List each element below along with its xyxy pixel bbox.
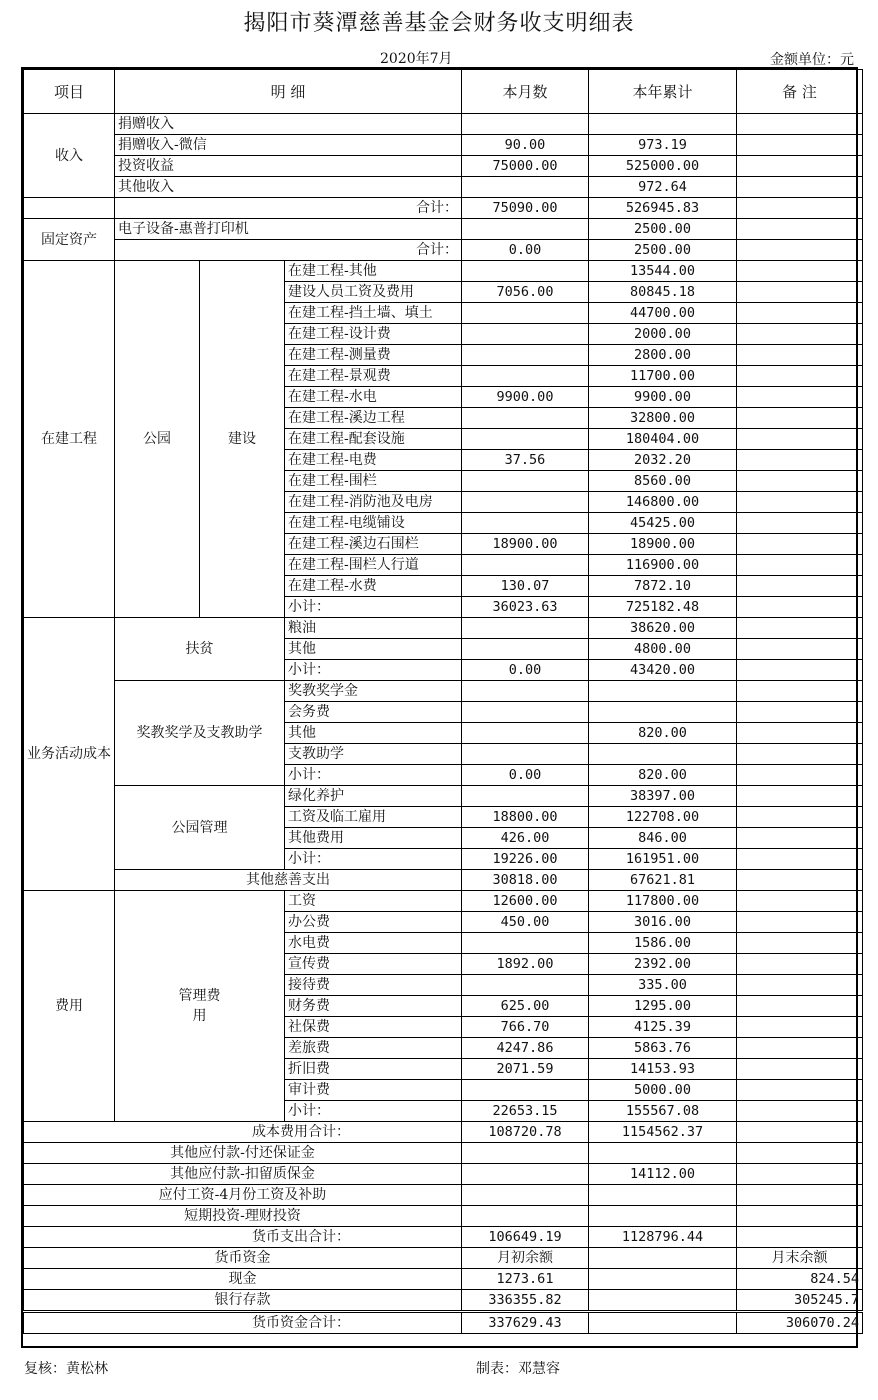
month-amount: 450.00 — [462, 912, 589, 933]
month-amount — [462, 429, 589, 450]
year-amount: 8560.00 — [589, 471, 737, 492]
note-cell — [737, 954, 863, 975]
year-amount: 2800.00 — [589, 345, 737, 366]
month-amount — [462, 324, 589, 345]
item-name: 在建工程-水费 — [285, 576, 462, 597]
year-amount — [589, 681, 737, 702]
blank-cell — [589, 1312, 737, 1334]
table-row — [24, 1206, 863, 1227]
table-row — [24, 156, 863, 177]
year-amount: 180404.00 — [589, 429, 737, 450]
table-row — [24, 135, 863, 156]
month-amount — [462, 366, 589, 387]
note-cell — [737, 870, 863, 891]
finance-table — [23, 69, 863, 1334]
maker-signature: 制表：邓慧容 — [476, 1361, 560, 1377]
note-cell — [737, 996, 863, 1017]
begin-balance: 1273.61 — [462, 1269, 589, 1290]
table-row — [24, 1312, 863, 1334]
year-amount: 973.19 — [589, 135, 737, 156]
begin-balance: 336355.82 — [462, 1290, 589, 1312]
summary-label: 其他应付款-扣留质保金 — [24, 1164, 462, 1185]
month-amount: 90.00 — [462, 135, 589, 156]
month-amount: 766.70 — [462, 1017, 589, 1038]
table-row — [24, 177, 863, 198]
end-balance: 305245.7 — [737, 1290, 863, 1312]
year-amount: 335.00 — [589, 975, 737, 996]
note-cell — [737, 345, 863, 366]
note-cell — [737, 786, 863, 807]
year-amount: 820.00 — [589, 723, 737, 744]
note-cell — [737, 639, 863, 660]
report-period: 2020年7月 — [380, 51, 453, 67]
item-name: 在建工程-围栏 — [285, 471, 462, 492]
item-name: 其他收入 — [115, 177, 462, 198]
blank-cell — [589, 1290, 737, 1312]
year-amount: 525000.00 — [589, 156, 737, 177]
month-amount: 4247.86 — [462, 1038, 589, 1059]
note-cell — [737, 198, 863, 219]
item-name: 在建工程-测量费 — [285, 345, 462, 366]
table-row — [24, 70, 863, 114]
item-name: 绿化养护 — [285, 786, 462, 807]
note-cell — [737, 240, 863, 261]
note-cell — [737, 1164, 863, 1185]
month-amount: 12600.00 — [462, 891, 589, 912]
month-amount — [462, 1206, 589, 1227]
section-construction: 在建工程 — [24, 261, 115, 618]
reviewer-signature: 复核：黄松林 — [24, 1361, 108, 1377]
summary-label: 应付工资-4月份工资及补助 — [24, 1185, 462, 1206]
header-project: 项目 — [24, 70, 115, 114]
note-cell — [737, 660, 863, 681]
year-amount: 14112.00 — [589, 1164, 737, 1185]
item-name: 差旅费 — [285, 1038, 462, 1059]
note-cell — [737, 1143, 863, 1164]
table-row — [24, 1269, 863, 1290]
cash-label: 银行存款 — [24, 1290, 462, 1312]
month-amount: 36023.63 — [462, 597, 589, 618]
month-amount — [462, 492, 589, 513]
table-row — [24, 261, 863, 282]
total-label: 合计： — [115, 240, 462, 261]
cash-header-begin: 月初余额 — [462, 1248, 589, 1269]
note-cell — [737, 912, 863, 933]
blank-cell — [24, 198, 115, 219]
sub-park: 公园 — [115, 261, 200, 618]
note-cell — [737, 681, 863, 702]
note-cell — [737, 975, 863, 996]
item-name: 其他费用 — [285, 828, 462, 849]
note-cell — [737, 177, 863, 198]
year-amount: 526945.83 — [589, 198, 737, 219]
item-name: 电子设备-惠普打印机 — [115, 219, 462, 240]
sub-build: 建设 — [200, 261, 285, 618]
item-name: 捐赠收入-微信 — [115, 135, 462, 156]
month-amount: 1892.00 — [462, 954, 589, 975]
table-row — [24, 1248, 863, 1269]
month-amount: 30818.00 — [462, 870, 589, 891]
item-name: 在建工程-其他 — [285, 261, 462, 282]
item-name: 在建工程-设计费 — [285, 324, 462, 345]
note-cell — [737, 891, 863, 912]
year-amount: 43420.00 — [589, 660, 737, 681]
table-row — [24, 1290, 863, 1312]
table-row — [24, 1143, 863, 1164]
month-amount — [462, 1143, 589, 1164]
cash-total-label: 货币资金合计： — [24, 1312, 462, 1334]
blank-cell — [589, 1248, 737, 1269]
note-cell — [737, 450, 863, 471]
month-amount: 0.00 — [462, 660, 589, 681]
year-amount — [589, 1185, 737, 1206]
month-amount — [462, 219, 589, 240]
note-cell — [737, 849, 863, 870]
note-cell — [737, 408, 863, 429]
table-row — [24, 1164, 863, 1185]
table-row — [24, 618, 863, 639]
year-amount: 3016.00 — [589, 912, 737, 933]
year-amount — [589, 1143, 737, 1164]
item-name: 粮油 — [285, 618, 462, 639]
group-park: 公园管理 — [115, 786, 285, 870]
note-cell — [737, 702, 863, 723]
note-cell — [737, 576, 863, 597]
note-cell — [737, 303, 863, 324]
sub-management-fee: 管理费用 — [115, 891, 285, 1122]
item-name: 在建工程-挡土墙、填土 — [285, 303, 462, 324]
item-name: 在建工程-电费 — [285, 450, 462, 471]
item-name: 工资及临工雇用 — [285, 807, 462, 828]
item-name: 投资收益 — [115, 156, 462, 177]
month-amount: 2071.59 — [462, 1059, 589, 1080]
group-poverty: 扶贫 — [115, 618, 285, 681]
month-amount — [462, 744, 589, 765]
note-cell — [737, 933, 863, 954]
summary-label: 短期投资-理财投资 — [24, 1206, 462, 1227]
page-title: 揭阳市葵潭慈善基金会财务收支明细表 — [243, 11, 635, 36]
item-name: 财务费 — [285, 996, 462, 1017]
note-cell — [737, 1122, 863, 1143]
item-name: 奖教奖学金 — [285, 681, 462, 702]
year-amount: 38620.00 — [589, 618, 737, 639]
cash-label: 现金 — [24, 1269, 462, 1290]
item-name: 在建工程-电缆铺设 — [285, 513, 462, 534]
month-amount — [462, 702, 589, 723]
year-amount: 2392.00 — [589, 954, 737, 975]
year-amount: 44700.00 — [589, 303, 737, 324]
note-cell — [737, 765, 863, 786]
year-amount — [589, 1206, 737, 1227]
item-name: 在建工程-围栏人行道 — [285, 555, 462, 576]
note-cell — [737, 1038, 863, 1059]
table-row — [24, 1122, 863, 1143]
month-amount: 75090.00 — [462, 198, 589, 219]
note-cell — [737, 366, 863, 387]
year-amount: 161951.00 — [589, 849, 737, 870]
item-name: 捐赠收入 — [115, 114, 462, 135]
month-amount — [462, 1185, 589, 1206]
item-name: 其他 — [285, 639, 462, 660]
amount-unit: 金额单位：元 — [770, 52, 854, 68]
year-amount: 116900.00 — [589, 555, 737, 576]
month-amount: 22653.15 — [462, 1101, 589, 1122]
summary-label: 其他应付款-付还保证金 — [24, 1143, 462, 1164]
year-amount: 1128796.44 — [589, 1227, 737, 1248]
summary-label: 成本费用合计： — [24, 1122, 462, 1143]
year-amount: 846.00 — [589, 828, 737, 849]
month-amount: 75000.00 — [462, 156, 589, 177]
year-amount: 1154562.37 — [589, 1122, 737, 1143]
month-amount: 0.00 — [462, 765, 589, 786]
note-cell — [737, 429, 863, 450]
year-amount: 155567.08 — [589, 1101, 737, 1122]
year-amount: 820.00 — [589, 765, 737, 786]
year-amount: 2032.20 — [589, 450, 737, 471]
item-name: 在建工程-溪边工程 — [285, 408, 462, 429]
table-row — [24, 681, 863, 702]
item-name: 其他 — [285, 723, 462, 744]
note-cell — [737, 1206, 863, 1227]
group-edu: 奖教奖学及支教助学 — [115, 681, 285, 786]
year-amount: 117800.00 — [589, 891, 737, 912]
year-amount: 45425.00 — [589, 513, 737, 534]
year-amount: 1586.00 — [589, 933, 737, 954]
month-amount: 108720.78 — [462, 1122, 589, 1143]
subtotal-label: 小计： — [285, 765, 462, 786]
note-cell — [737, 534, 863, 555]
item-name: 支教助学 — [285, 744, 462, 765]
item-name: 宣传费 — [285, 954, 462, 975]
table-row — [24, 114, 863, 135]
month-amount: 0.00 — [462, 240, 589, 261]
note-cell — [737, 1101, 863, 1122]
year-amount: 2500.00 — [589, 219, 737, 240]
note-cell — [737, 555, 863, 576]
subtotal-label: 小计： — [285, 1101, 462, 1122]
year-amount: 13544.00 — [589, 261, 737, 282]
header-year: 本年累计 — [589, 70, 737, 114]
item-name: 接待费 — [285, 975, 462, 996]
section-business-cost: 业务活动成本 — [24, 618, 115, 891]
other-charity-label: 其他慈善支出 — [115, 870, 462, 891]
month-amount — [462, 681, 589, 702]
month-amount: 9900.00 — [462, 387, 589, 408]
year-amount: 5863.76 — [589, 1038, 737, 1059]
subtotal-label: 小计： — [285, 660, 462, 681]
header-month: 本月数 — [462, 70, 589, 114]
header-detail: 明 细 — [115, 70, 462, 114]
year-amount: 14153.93 — [589, 1059, 737, 1080]
month-amount — [462, 639, 589, 660]
year-amount — [589, 702, 737, 723]
subtotal-label: 小计： — [285, 597, 462, 618]
month-amount — [462, 345, 589, 366]
year-amount: 2500.00 — [589, 240, 737, 261]
item-name: 社保费 — [285, 1017, 462, 1038]
table-row — [24, 198, 863, 219]
note-cell — [737, 492, 863, 513]
item-name: 办公费 — [285, 912, 462, 933]
month-amount — [462, 618, 589, 639]
item-name: 建设人员工资及费用 — [285, 282, 462, 303]
table-row — [24, 240, 863, 261]
note-cell — [737, 114, 863, 135]
year-amount — [589, 114, 737, 135]
end-balance: 306070.24 — [737, 1312, 863, 1334]
note-cell — [737, 156, 863, 177]
section-expense: 费用 — [24, 891, 115, 1122]
year-amount: 122708.00 — [589, 807, 737, 828]
month-amount — [462, 177, 589, 198]
item-name: 折旧费 — [285, 1059, 462, 1080]
month-amount: 130.07 — [462, 576, 589, 597]
note-cell — [737, 1017, 863, 1038]
note-cell — [737, 1185, 863, 1206]
note-cell — [737, 219, 863, 240]
note-cell — [737, 828, 863, 849]
item-name: 在建工程-溪边石围栏 — [285, 534, 462, 555]
summary-label: 货币支出合计： — [24, 1227, 462, 1248]
month-amount — [462, 261, 589, 282]
year-amount: 32800.00 — [589, 408, 737, 429]
year-amount: 2000.00 — [589, 324, 737, 345]
table-row — [24, 219, 863, 240]
note-cell — [737, 513, 863, 534]
item-name: 在建工程-水电 — [285, 387, 462, 408]
total-label: 合计： — [115, 198, 462, 219]
item-name: 会务费 — [285, 702, 462, 723]
year-amount: 18900.00 — [589, 534, 737, 555]
year-amount: 67621.81 — [589, 870, 737, 891]
month-amount: 37.56 — [462, 450, 589, 471]
month-amount — [462, 786, 589, 807]
table-row — [24, 870, 863, 891]
month-amount: 18900.00 — [462, 534, 589, 555]
month-amount: 7056.00 — [462, 282, 589, 303]
month-amount — [462, 723, 589, 744]
month-amount — [462, 933, 589, 954]
month-amount — [462, 471, 589, 492]
item-name: 水电费 — [285, 933, 462, 954]
note-cell — [737, 387, 863, 408]
year-amount: 80845.18 — [589, 282, 737, 303]
note-cell — [737, 744, 863, 765]
section-fixed-assets: 固定资产 — [24, 219, 115, 261]
note-cell — [737, 618, 863, 639]
year-amount: 4125.39 — [589, 1017, 737, 1038]
month-amount — [462, 114, 589, 135]
year-amount: 972.64 — [589, 177, 737, 198]
note-cell — [737, 324, 863, 345]
month-amount — [462, 555, 589, 576]
item-name: 在建工程-消防池及电房 — [285, 492, 462, 513]
header-note: 备 注 — [737, 70, 863, 114]
item-name: 在建工程-景观费 — [285, 366, 462, 387]
month-amount: 18800.00 — [462, 807, 589, 828]
note-cell — [737, 1080, 863, 1101]
item-name: 在建工程-配套设施 — [285, 429, 462, 450]
year-amount: 4800.00 — [589, 639, 737, 660]
month-amount — [462, 1164, 589, 1185]
table-row — [24, 786, 863, 807]
table-row — [24, 891, 863, 912]
section-income: 收入 — [24, 114, 115, 198]
month-amount — [462, 513, 589, 534]
month-amount — [462, 303, 589, 324]
note-cell — [737, 597, 863, 618]
year-amount — [589, 744, 737, 765]
blank-cell — [589, 1269, 737, 1290]
note-cell — [737, 471, 863, 492]
month-amount: 625.00 — [462, 996, 589, 1017]
end-balance: 824.54 — [737, 1269, 863, 1290]
note-cell — [737, 261, 863, 282]
year-amount: 7872.10 — [589, 576, 737, 597]
note-cell — [737, 282, 863, 303]
month-amount: 19226.00 — [462, 849, 589, 870]
table-row — [24, 1185, 863, 1206]
month-amount — [462, 408, 589, 429]
note-cell — [737, 723, 863, 744]
year-amount: 725182.48 — [589, 597, 737, 618]
table-row — [24, 1227, 863, 1248]
month-amount — [462, 1080, 589, 1101]
year-amount: 5000.00 — [589, 1080, 737, 1101]
cash-header-label: 货币资金 — [24, 1248, 462, 1269]
note-cell — [737, 1059, 863, 1080]
subtotal-label: 小计： — [285, 849, 462, 870]
month-amount — [462, 975, 589, 996]
year-amount: 9900.00 — [589, 387, 737, 408]
item-name: 审计费 — [285, 1080, 462, 1101]
month-amount: 426.00 — [462, 828, 589, 849]
year-amount: 146800.00 — [589, 492, 737, 513]
year-amount: 11700.00 — [589, 366, 737, 387]
cash-header-end: 月末余额 — [737, 1248, 863, 1269]
year-amount: 1295.00 — [589, 996, 737, 1017]
note-cell — [737, 807, 863, 828]
month-amount: 106649.19 — [462, 1227, 589, 1248]
item-name: 工资 — [285, 891, 462, 912]
note-cell — [737, 1227, 863, 1248]
note-cell — [737, 135, 863, 156]
year-amount: 38397.00 — [589, 786, 737, 807]
begin-balance: 337629.43 — [462, 1312, 589, 1334]
